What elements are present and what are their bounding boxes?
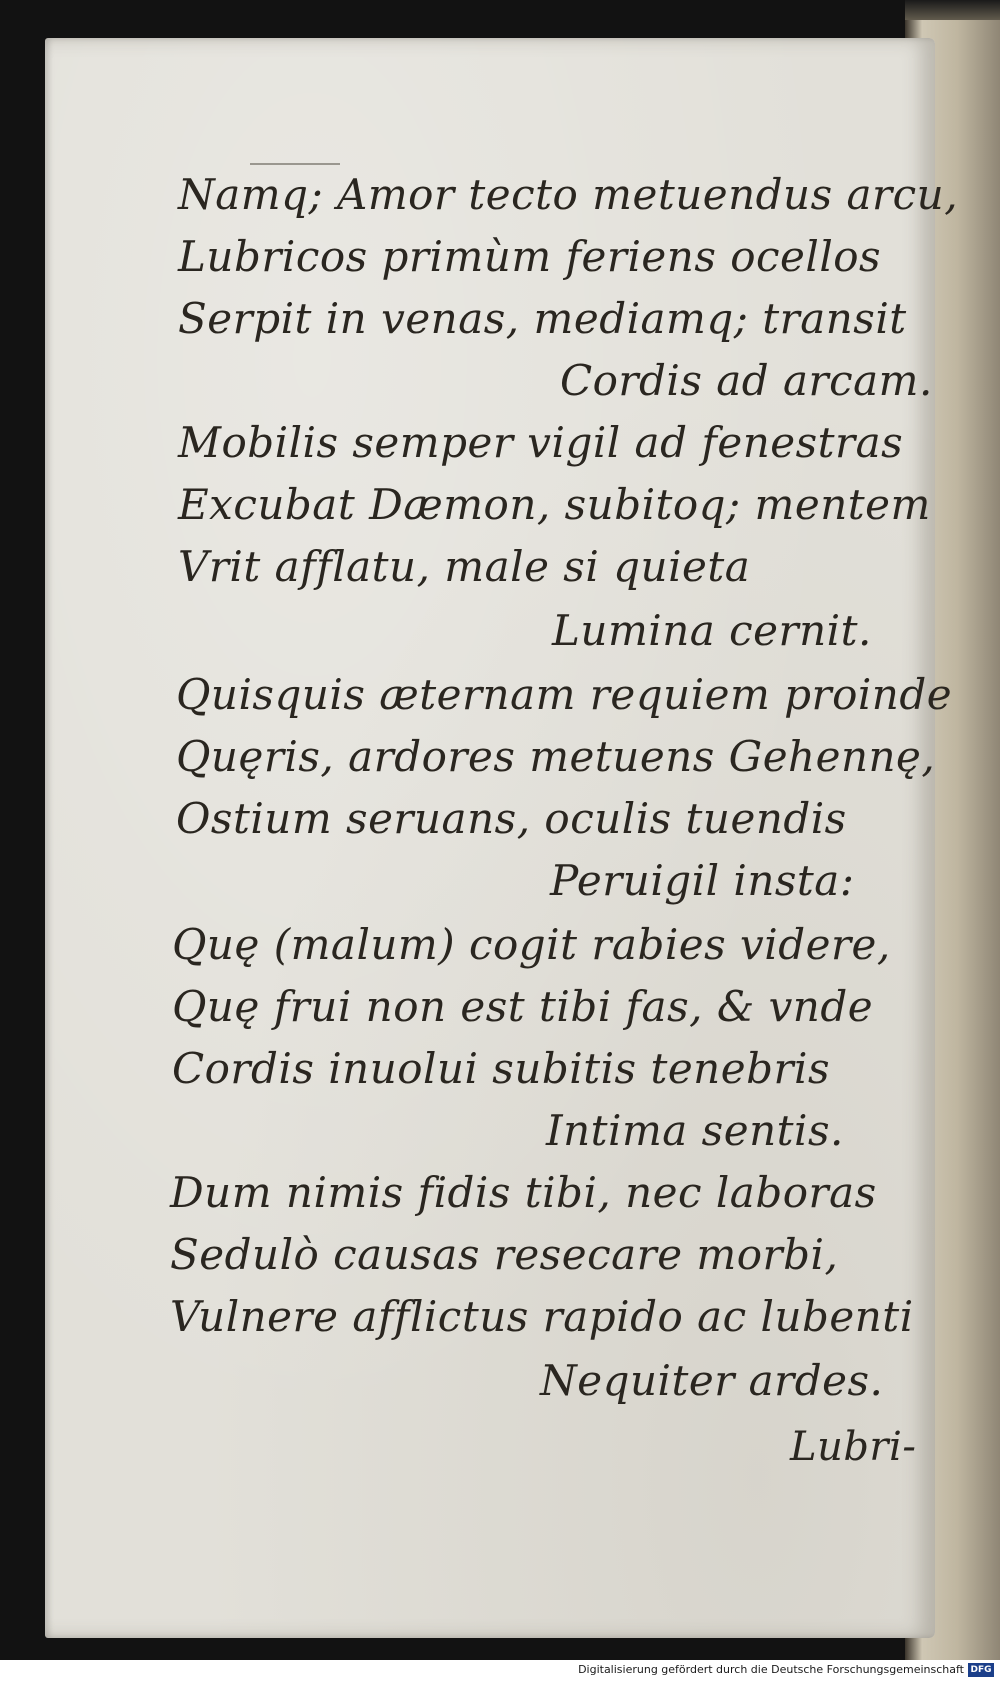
verse-line-adonic: Lumina cernit.	[552, 606, 872, 655]
funding-credit: Digitalisierung gefördert durch die Deutsche Forschungsgemeinschaft	[578, 1663, 964, 1676]
verse-line: Vrit afflatu, male si quieta	[178, 542, 751, 591]
verse-line-adonic: Nequiter ardes.	[540, 1356, 884, 1405]
verse-line: Lubricos primùm feriens ocellos	[178, 232, 882, 281]
verse-line: Mobilis semper vigil ad fenestras	[178, 418, 904, 467]
verse-line: Ostium seruans, oculis tuendis	[176, 794, 847, 843]
verse-line: Quę frui non est tibi fas, & vnde	[172, 982, 874, 1031]
verse-line-adonic: Intima sentis.	[546, 1106, 844, 1155]
footer-bar	[0, 1660, 1000, 1681]
verse-line: Dum nimis fidis tibi, nec laboras	[170, 1168, 877, 1217]
verse-line: Serpit in venas, mediamq; transit	[178, 294, 907, 343]
verse-line-adonic: Peruigil insta:	[550, 856, 855, 905]
verse-line: Quęris, ardores metuens Gehennę,	[176, 732, 936, 781]
verse-line: Excubat Dæmon, subitoq; mentem	[178, 480, 931, 529]
verse-line: Quę (malum) cogit rabies videre,	[172, 920, 891, 969]
catchword: Lubri-	[790, 1424, 917, 1470]
verse-line: Sedulò causas resecare morbi,	[170, 1230, 839, 1279]
verse-line-adonic: Cordis ad arcam.	[560, 356, 933, 405]
dfg-logo: DFG	[968, 1663, 994, 1677]
verse-line: Cordis inuolui subitis tenebris	[172, 1044, 831, 1093]
verse-line: Namq; Amor tecto metuendus arcu,	[178, 170, 959, 219]
verse-line: Quisquis æternam requiem proinde	[176, 670, 953, 719]
verse-line: Vulnere afflictus rapido ac lubenti	[170, 1292, 914, 1341]
